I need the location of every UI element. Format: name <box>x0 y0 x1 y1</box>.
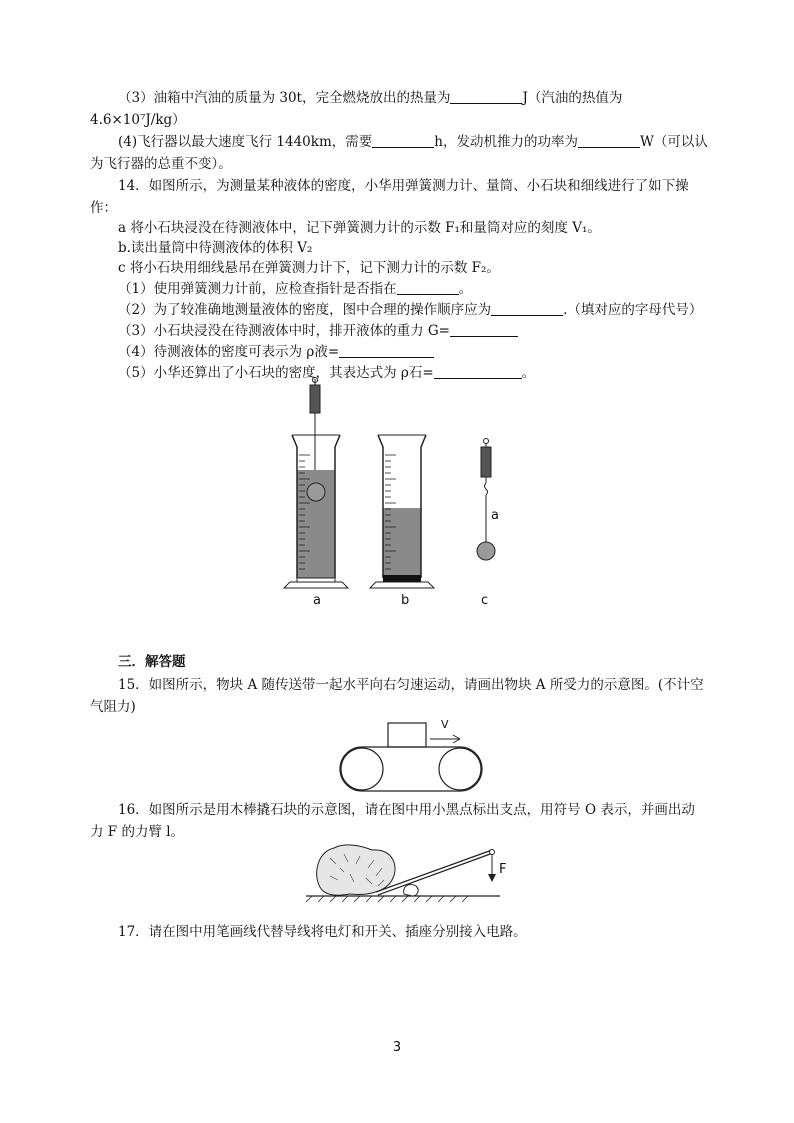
figure-label-a: a <box>313 593 321 608</box>
answer-blank[interactable] <box>339 343 434 358</box>
q13-part4-line2: 为飞行器的总重不变）。 <box>90 156 232 172</box>
q14-sub1: （1）使用弹簧测力计前，应检查指针是否指在 。 <box>118 281 473 297</box>
figure-q16-lever <box>0 838 794 908</box>
answer-blank[interactable] <box>397 280 459 295</box>
q16-line1: 16．如图所示是用木棒撬石块的示意图，请在图中用小黑点标出支点，用符号 O 表示，并画出动 <box>118 802 695 818</box>
q14-step-a: a 将小石块浸没在待测液体中，记下弹簧测力计的示数 F₁和量筒对应的刻度 V₁。 <box>118 220 601 236</box>
velocity-label: V <box>441 718 449 731</box>
q15-line1: 15．如图所示，物块 A 随传送带一起水平向右匀速运动，请画出物块 A 所受力的示意图。(不计空 <box>118 677 704 693</box>
answer-blank[interactable] <box>578 133 640 148</box>
q16-line2: 力 F 的力臂 l。 <box>90 824 185 840</box>
figure-label-c: c <box>481 593 489 608</box>
q14-stem-line1: 14．如图所示，为测量某种液体的密度，小华用弹簧测力计、量筒、小石块和细线进行了如下操 <box>118 178 689 194</box>
cylinder-b <box>370 435 434 588</box>
figure-label-b: b <box>401 593 410 608</box>
string-label: a <box>491 508 499 523</box>
q14-sub3: （3）小石块浸没在待测液体中时，排开液体的重力 G= <box>118 321 758 341</box>
answer-blank[interactable] <box>450 322 518 337</box>
answer-blank[interactable] <box>450 89 522 104</box>
section-heading: 三．解答题 <box>118 654 186 670</box>
q13-part4-line1: (4)飞行器以最大速度飞行 1440km，需要 h，发动机推力的功率为 W（可以认 <box>118 134 708 150</box>
q14-sub4: （4）待测液体的密度可表示为 ρ液= <box>118 342 758 362</box>
q15-line2: 气阻力) <box>90 699 136 715</box>
figure-q14 <box>0 375 794 615</box>
answer-blank[interactable] <box>491 301 563 316</box>
q14-sub5: （5）小华还算出了小石块的密度，其表达式为 ρ石= 。 <box>118 365 536 381</box>
q13-part3-line1: （3）油箱中汽油的质量为 30t，完全燃烧放出的热量为 J（汽油的热值为 <box>118 90 623 106</box>
q14-step-c: c 将小石块用细线悬吊在弹簧测力计下，记下测力计的示数 F₂。 <box>118 260 500 276</box>
answer-blank[interactable] <box>372 133 434 148</box>
force-label: F <box>499 862 507 877</box>
spring-balance-c <box>477 439 495 561</box>
cylinder-a <box>284 378 348 589</box>
q14-sub2: （2）为了较准确地测量液体的密度，图中合理的操作顺序应为 .（填对应的字母代号） <box>118 302 703 318</box>
q17-line1: 17．请在图中用笔画线代替导线将电灯和开关、插座分别接入电路。 <box>118 924 527 940</box>
figure-q15-conveyor <box>0 715 794 795</box>
q14-stem-line2: 作： <box>90 200 117 216</box>
page-number: 3 <box>392 1040 402 1055</box>
q14-step-b: b.读出量筒中待测液体的体积 V₂ <box>118 240 313 256</box>
q13-part3-line2: 4.6×10⁷J/kg） <box>90 112 186 128</box>
